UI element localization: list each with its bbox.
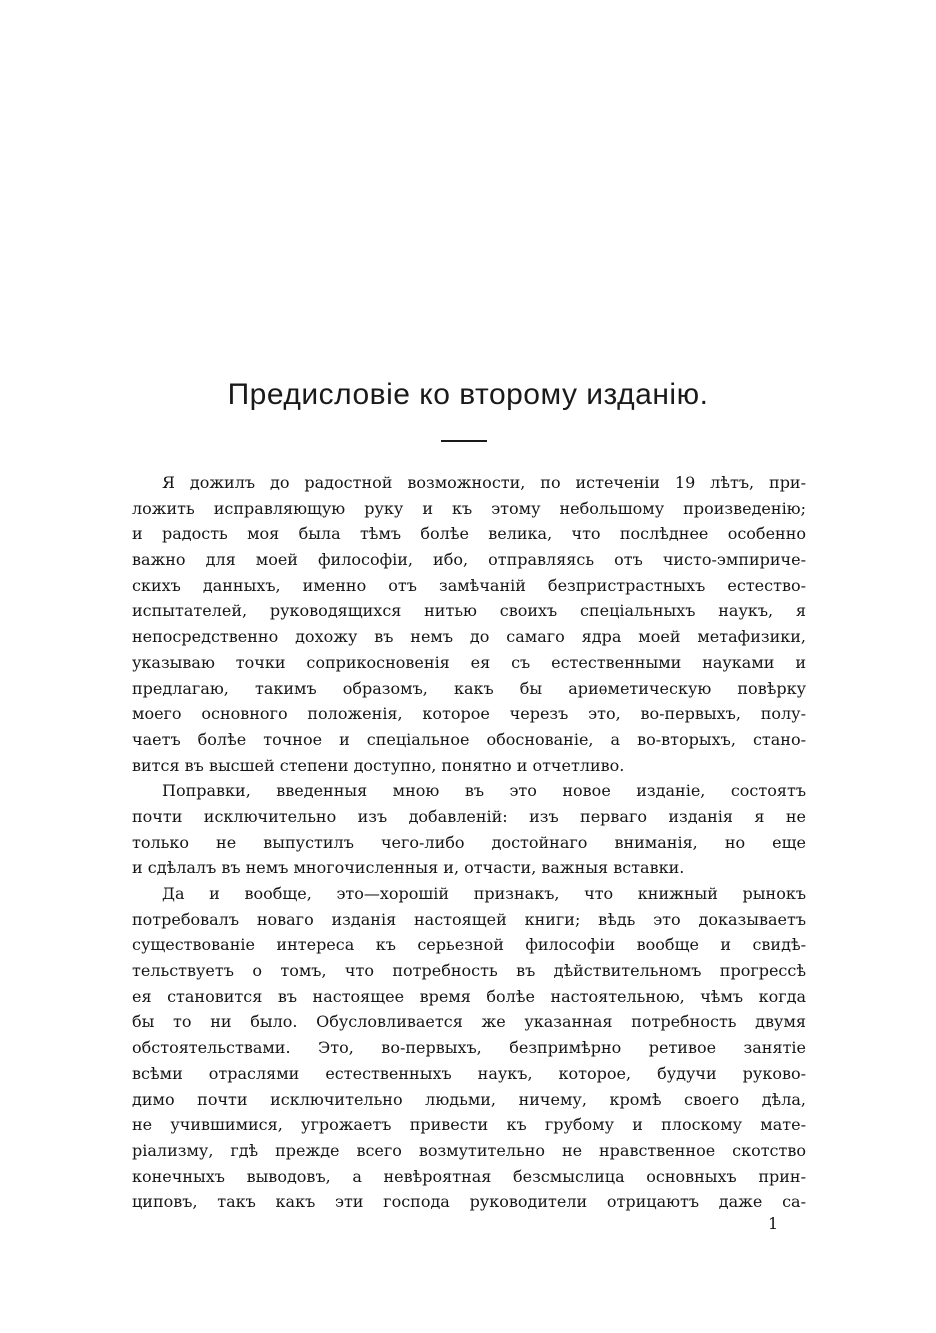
text-line: ложить исправляющую руку и къ этому небольшому произведенію; — [132, 498, 806, 518]
text-line: и сдѣлалъ въ немъ многочисленныя и, отчасти, важныя вставки. — [132, 858, 685, 878]
text-line: указываю точки соприкосновенія ея съ естественными науками и — [132, 652, 806, 672]
text-line: конечныхъ выводовъ, а невѣроятная безсмыслица основныхъ прин- — [132, 1166, 806, 1186]
text-line: ея становится въ настоящее время болѣе настоятельною, чѣмъ когда — [132, 986, 806, 1006]
text-line: почти исключительно изъ добавленій: изъ перваго изданія я не — [132, 806, 806, 826]
title-divider — [441, 440, 487, 442]
text-line: важно для моей философіи, ибо, отправляясь отъ чисто-эмпириче- — [132, 550, 806, 570]
text-line: Поправки, введенныя мною въ это новое изданіе, состоятъ — [162, 781, 806, 801]
text-line: не учившимися, угрожаетъ привести къ грубому и плоскому мате- — [132, 1115, 806, 1135]
text-line: обстоятельствами. Это, во-первыхъ, безпримѣрно ретивое занятіе — [132, 1038, 806, 1058]
text-line: вится въ высшей степени доступно, понятно и отчетливо. — [132, 755, 625, 775]
text-line: предлагаю, такимъ образомъ, какъ бы ариѳметическую повѣрку — [132, 678, 806, 698]
text-line: всѣми отраслями естественныхъ наукъ, которое, будучи руково- — [132, 1063, 806, 1083]
paragraph-1 — [132, 470, 806, 778]
page-number: 1 — [768, 1214, 779, 1233]
text-line: непосредственно дохожу въ немъ до самаго ядра моей метафизики, — [132, 627, 806, 647]
text-line: димо почти исключительно людьми, ничему, кромѣ своего дѣла, — [132, 1089, 806, 1109]
text-line: потребовалъ новаго изданія настоящей книги; вѣдь это доказываетъ — [132, 909, 806, 929]
text-line: чаетъ болѣе точное и спеціальное обоснованіе, а во-вторыхъ, стано- — [132, 729, 806, 749]
text-line: Да и вообще, это—хорошій признакъ, что книжный рынокъ — [162, 884, 806, 903]
paragraph-3 — [132, 881, 806, 1215]
text-line: тельствуетъ о томъ, что потребность въ дѣйствительномъ прогрессѣ — [132, 961, 806, 981]
body-text — [132, 470, 806, 1215]
text-line: испытателей, руководящихся нитью своихъ спеціальныхъ наукъ, я — [132, 601, 806, 621]
text-line: только не выпустилъ чего-либо достойнаго вниманія, но еще — [132, 832, 806, 852]
paragraph-2 — [132, 778, 806, 881]
text-line: бы то ни было. Обусловливается же указанная потребность двумя — [132, 1012, 806, 1032]
text-line: скихъ данныхъ, именно отъ замѣчаній безпристрастныхъ естество- — [132, 575, 806, 595]
text-line: циповъ, такъ какъ эти господа руководители отрицаютъ даже са- — [132, 1192, 806, 1212]
text-line: и радость моя была тѣмъ болѣе велика, что послѣднее особенно — [132, 524, 806, 544]
text-line: Я дожилъ до радостной возможности, по истеченіи 19 лѣтъ, при- — [162, 473, 806, 492]
text-line: ріализму, гдѣ прежде всего возмутительно не нравственное скотство — [132, 1140, 806, 1160]
text-line: моего основного положенія, которое черезъ это, во-первыхъ, полу- — [132, 704, 806, 724]
text-line: существованіе интереса къ серьезной философіи вообще и свидѣ- — [132, 935, 806, 955]
page-title: Предисловіе ко второму изданію. — [227, 378, 709, 411]
